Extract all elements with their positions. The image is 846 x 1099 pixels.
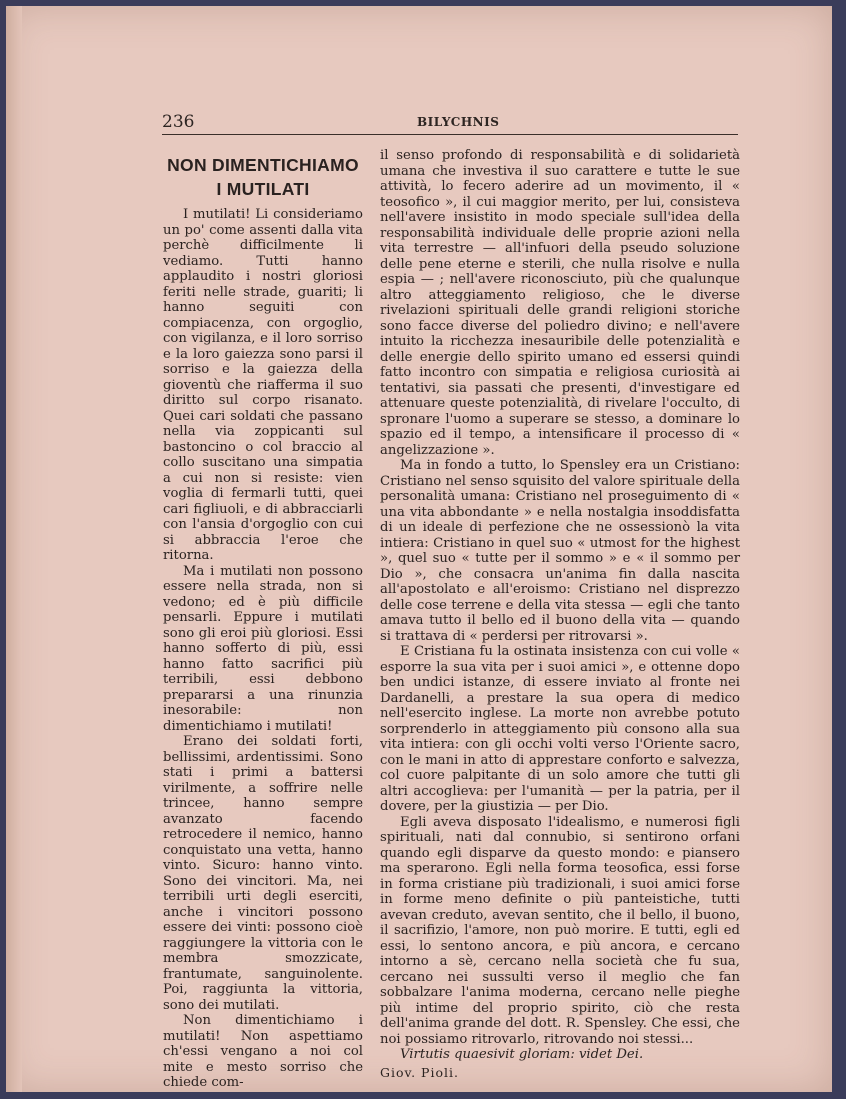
latin-motto: Virtutis quaesivit gloriam: videt Dei. <box>400 1047 644 1062</box>
author-signature: Giov. Pioli. <box>380 1064 459 1080</box>
paragraph: Non dimentichiamo i mutilati! Non aspettiamo ch'essi vengano a noi col mite e mesto sorriso che chiede com- <box>163 1013 363 1090</box>
article-title-line-1: NON DIMENTICHIAMO <box>167 155 359 175</box>
page-number: 236 <box>162 112 195 132</box>
journal-title: BILYCHNIS <box>417 115 500 129</box>
left-column <box>163 153 363 1091</box>
article-title <box>163 153 363 201</box>
paragraph: il senso profondo di responsabilità e di solidarietà umana che investiva il suo carattere e tutte le sue attività, lo fecero aderire ad un movimento, il « teosofico », il cui maggior merito, per lui, consisteva nell'avere insistito in modo speciale sull'idea della responsabilità individuale delle proprie azioni nella vita terrestre — all'infuori della pseudo soluzione delle pene eterne e sterili, che nulla risolve e nulla espia — ; nell'avere riconosciuto, più che qualunque altro atteggiamento religioso, che le diverse rivelazioni spirituali delle grandi religioni storiche sono facce diverse del poliedro divino; e nell'avere intuito la ricchezza inesauribile delle potenzialità e delle energie dello spirito umano ed essersi quindi fatto incontro con simpatia e religiosa curiosità ai tentativi, sia passati che presenti, d'investigare ed attenuare queste potenzialità, di rivelare l'occulto, di spronare l'uomo a superare se stesso, a dominare lo spazio ed il tempo, a intensificare il processo di « angelizzazione ». <box>380 148 740 458</box>
paragraph: Ma i mutilati non possono essere nella strada, non si vedono; ed è più difficile pensarli. Eppure i mutilati sono gli eroi più gloriosi. Essi hanno sofferto di più, essi hanno fatto sacrifici più terribili, essi debbono prepararsi a una rinunzia inesorabile: non dimentichiamo i mutilati! <box>163 563 363 734</box>
paragraph: I mutilati! Li consideriamo un po' come assenti dalla vita perchè difficilmente li vediamo. Tutti hanno applaudito i nostri gloriosi feriti nelle strade, guariti; li hanno seguiti con compiacenza, con orgoglio, con vigilanza, e il loro sorriso e la loro gaiezza sono parsi il sorriso e la gaiezza della gioventù che riafferma il suo diritto sul corpo risanato. Quei cari soldati che passano nella via zoppicanti sul bastoncino o col braccio al collo suscitano una simpatia a cui non si resiste: vien voglia di fermarli tutti, quei cari figliuoli, e di abbracciarli con l'ansia d'orgoglio con cui si abbraccia l'eroe che ritorna. <box>163 207 363 563</box>
page-gutter <box>6 6 22 1092</box>
paragraph: Egli aveva disposato l'idealismo, e numerosi figli spirituali, nati dal connubio, si sentirono orfani quando egli disparve da questo mondo: e piansero ma sperarono. Egli nella forma teosofica, essi forse in forma cristiane più tradizionali, i suoi amici forse in forme meno definite o più panteistiche, tutti avevan creduto, avevan sentito, che il bello, il buono, il sacrifizio, l'amore, non può morire. E tutti, egli ed essi, lo sentono ancora, e più ancora, e cercano intorno a sè, cercano nella società che fu sua, cercano nei sussulti verso il meglio che fan sobbalzare l'anima moderna, cercano nelle pieghe più intime del proprio spirito, ciò che resta dell'anima grande del dott. R. Spensley. Che essi, che noi possiamo ritrovarlo, ritrovando noi stessi... <box>380 814 740 1047</box>
paragraph: Erano dei soldati forti, bellissimi, ardentissimi. Sono stati i primi a battersi virilmente, a soffrire nelle trincee, hanno sempre avanzato facendo retrocedere il nemico, hanno conquistato una vetta, hanno vinto. Sicuro: hanno vinto. Sono dei vincitori. Ma, nei terribili urti degli eserciti, anche i vincitori possono essere dei vinti: possono cioè raggiungere la vittoria con le membra smozzicate, frantumate, sanguinolente. Poi, raggiunta la vittoria, sono dei mutilati. <box>163 734 363 1013</box>
right-column <box>380 148 740 1080</box>
running-header <box>162 112 738 135</box>
paragraph: E Cristiana fu la ostinata insistenza con cui volle « esporre la sua vita per i suoi amici », e ottenne dopo ben undici istanze, di essere inviato al fronte nei Dardanelli, a prestare la sua opera di medico nell'esercito inglese. La morte non avrebbe potuto sorprenderlo in atteggiamento più consono alla sua vita intiera: con gli occhi volti verso l'Oriente sacro, con le mani in atto di apprestare conforto e salvezza, col cuore palpitante di un solo amore che tutti gli altri accoglieva: per l'umanità — per la patria, per il dovere, per la giustizia — per Dio. <box>380 644 740 814</box>
paragraph: Ma in fondo a tutto, lo Spensley era un Cristiano: Cristiano nel senso squisito del valore spirituale della personalità umana: Cristiano nel proseguimento di « una vita abbondante » e nella nostalgia insoddisfatta di un ideale di perfezione che ne ossessionò la vita intiera: Cristiano in quel suo « utmost for the highest », quel suo « tutte per il sommo » e « il sommo per Dio », che consacra un'anima fin dalla nascita all'apostolato e all'eroismo: Cristiano nel disprezzo delle cose terrene e della vita stessa — egli che tanto amava tutto il bello ed il buono della vita — quando si trattava di « perdersi per ritrovarsi ». <box>380 458 740 644</box>
article-title-line-2: I MUTILATI <box>216 179 310 199</box>
